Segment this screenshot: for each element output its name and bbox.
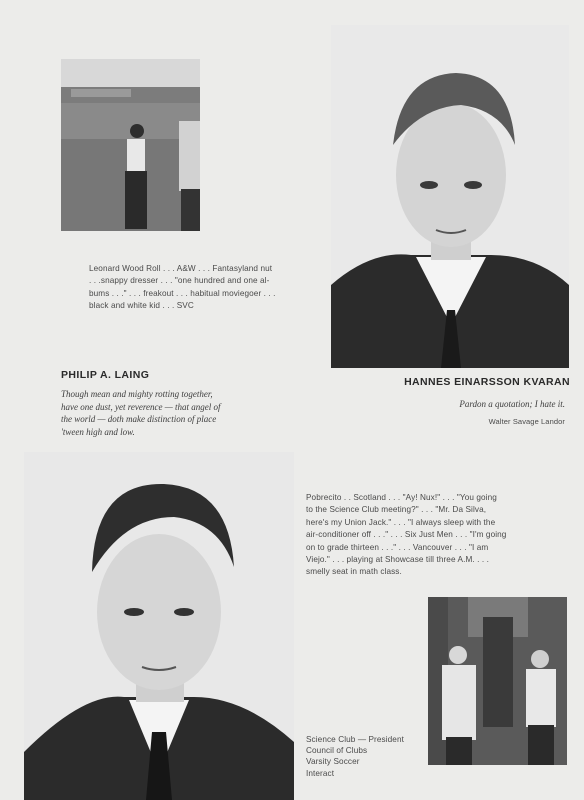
- activity-item: Varsity Soccer: [306, 757, 360, 767]
- laing-bio: [89, 263, 329, 313]
- laing-bio-line: Leonard Wood Roll . . . A&W . . . Fantasyland nut: [89, 264, 273, 273]
- kvaran-bio-line: here's my Union Jack." . . . "I always sleep with the: [306, 517, 496, 527]
- kvaran-quote-attribution: Walter Savage Landor: [488, 417, 565, 426]
- kvaran-bio-line: smelly seat in math class.: [306, 567, 402, 577]
- laing-portrait: [24, 452, 294, 800]
- kvaran-activities: [306, 734, 426, 779]
- laing-name: PHILIP A. LAING: [61, 369, 150, 381]
- activity-item: Science Club — President: [306, 735, 404, 744]
- kvaran-quote: Pardon a quotation; I hate it.: [459, 399, 565, 409]
- laing-quote-line: have one dust, yet reverence — that angel of: [61, 401, 221, 412]
- laing-bio-line: black and white kid . . . SVC: [89, 301, 194, 311]
- kvaran-bio-line: on to grade thirteen . . ." . . . Vancouver . . . "I am: [306, 542, 489, 552]
- candid-photo-field: [61, 59, 200, 231]
- kvaran-bio-line: Viejo." . . . playing at Showcase till three A.M. . . .: [306, 555, 490, 565]
- laing-bio-line: . . .snappy dresser . . . "one hundred and one al-: [89, 276, 270, 286]
- laing-bio-line: bums . . ." . . . freakout . . . habitual moviegoer . . .: [89, 288, 276, 298]
- activity-item: Council of Clubs: [306, 746, 368, 756]
- kvaran-bio: [306, 492, 566, 579]
- kvaran-portrait: [331, 25, 569, 368]
- laing-quote-line: 'tween high and low.: [61, 426, 135, 437]
- laing-quote-line: the world — doth make distinction of place: [61, 414, 217, 424]
- activity-item: Interact: [306, 768, 335, 778]
- laing-quote-line: Though mean and mighty rotting together,: [61, 389, 213, 399]
- kvaran-bio-line: air-conditioner off . . ." . . . Six Just Men . . . "I'm going: [306, 530, 507, 540]
- laing-quote: [61, 388, 301, 438]
- kvaran-bio-line: to the Science Club meeting?" . . . "Mr. Da Silva,: [306, 505, 487, 515]
- kvaran-bio-line: Pobrecito . . Scotland . . . "Ay! Nux!" . . . "You going: [306, 493, 497, 502]
- candid-photo-hallway: [428, 597, 567, 765]
- kvaran-name: HANNES EINARSSON KVARAN: [404, 376, 570, 388]
